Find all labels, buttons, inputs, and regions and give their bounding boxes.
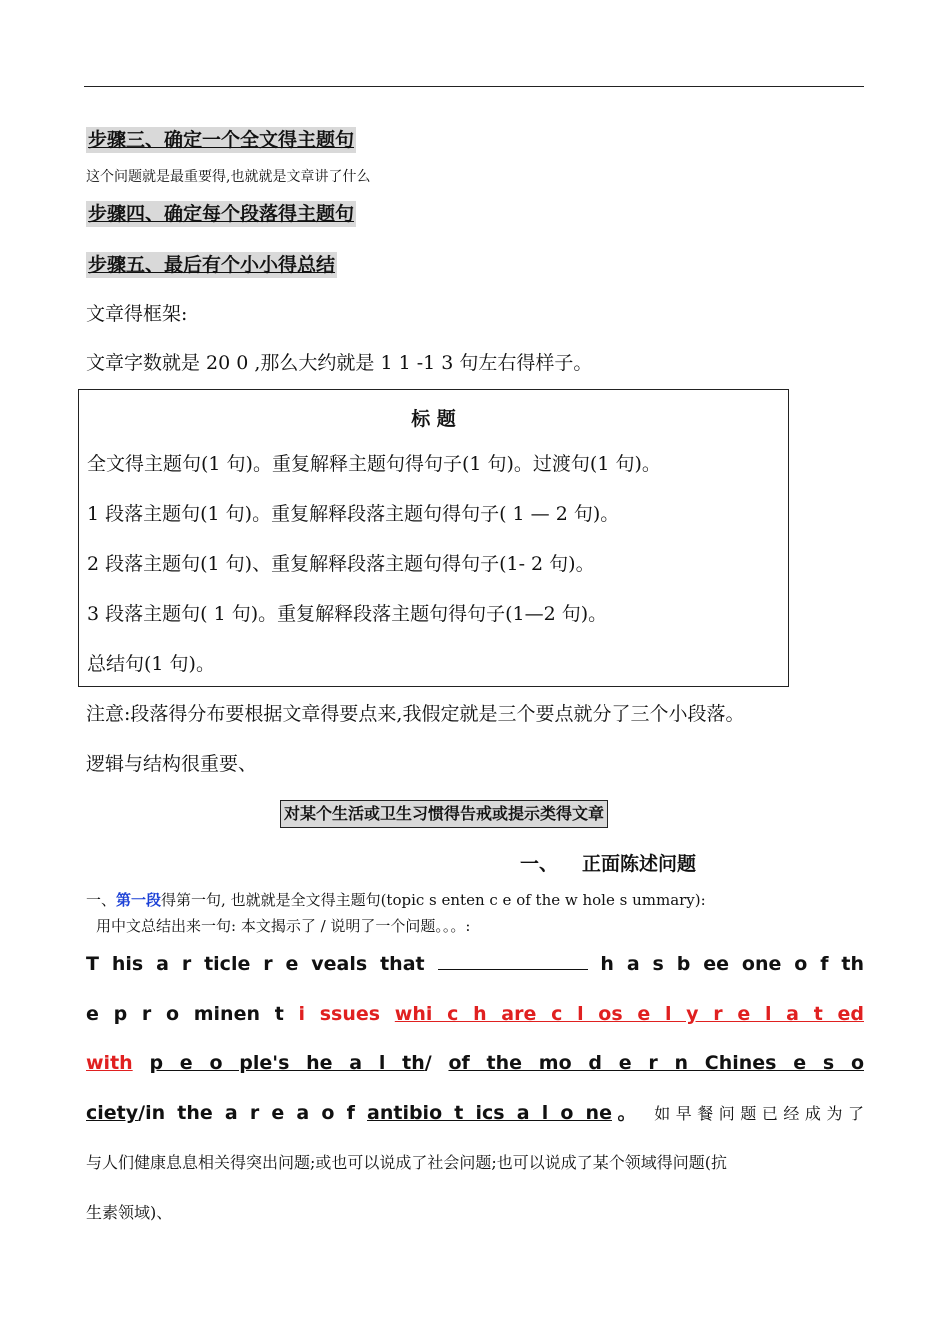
english-template-line-2 — [86, 999, 864, 1029]
section-heading — [520, 850, 696, 878]
top-rule — [84, 86, 864, 87]
chinese-summary-instruction: 用中文总结出来一句: 本文揭示了 / 说明了一个问题。。。: — [96, 917, 471, 935]
template-line-1: 全文得主题句(1 句)。重复解释主题句得句子(1 句)。过渡句(1 句)。 — [87, 453, 661, 475]
eng-l3-red: with — [86, 1052, 133, 1074]
english-template-line-4 — [86, 1098, 864, 1129]
eng-l1-b: h a s b ee one o f th — [600, 953, 865, 975]
step-three-note: 这个问题就是最重要得,也就就是文章讲了什么 — [86, 169, 371, 185]
eng-l4-b: /in the a r e a o f — [138, 1102, 355, 1124]
english-template-line-1 — [86, 949, 864, 979]
eng-l3-b: of the mo d e r n Chines e s o — [448, 1052, 864, 1074]
eng-l4-d: 。 — [611, 1102, 643, 1124]
section-heading-number: 一、 — [520, 853, 559, 875]
template-line-3: 2 段落主题句(1 句)、重复解释段落主题句得句子(1- 2 句)。 — [87, 553, 595, 575]
p1-prefix: 一、 — [86, 891, 117, 909]
eng-l1-a: T his a r ticle r e veals that — [86, 953, 425, 975]
step-five-heading: 步骤五、最后有个小小得总结 — [88, 254, 336, 276]
template-box-title: 标 题 — [411, 408, 456, 430]
eng-l4-chinese: 如早餐问题已经成为了 — [654, 1104, 864, 1123]
note-paragraph-distribution: 注意:段落得分布要根据文章得要点来,我假定就是三个要点就分了三个小段落。 — [86, 703, 745, 725]
template-line-5: 总结句(1 句)。 — [87, 653, 215, 675]
p1-first-paragraph-label: 第一段 — [116, 891, 162, 909]
chinese-explanation-line-1: 与人们健康息息相关得突出问题;或也可以说成了社会问题;也可以说成了某个领域得问题(抗 — [86, 1153, 728, 1172]
template-line-4: 3 段落主题句( 1 句)。重复解释段落主题句得句子(1—2 句)。 — [87, 603, 608, 625]
template-line-2: 1 段落主题句(1 句)。重复解释段落主题句得句子( 1 — 2 句)。 — [87, 503, 620, 525]
word-count-line: 文章字数就是 20 0 ,那么大约就是 1 1 -1 3 句左右得样子。 — [86, 352, 593, 374]
eng-l2-red-underlined: whi c h are c l os e l y r e l a t ed — [394, 1003, 864, 1025]
template-box — [78, 389, 789, 687]
framework-label: 文章得框架: — [86, 303, 188, 325]
eng-l4-c: antibio t ics a l o ne — [367, 1102, 612, 1124]
article-type-heading: 对某个生活或卫生习惯得告戒或提示类得文章 — [280, 800, 608, 828]
fill-in-blank — [438, 951, 588, 970]
chinese-explanation-line-2: 生素领域)、 — [86, 1203, 173, 1222]
step-three-heading: 步骤三、确定一个全文得主题句 — [88, 129, 355, 151]
section-heading-text: 正面陈述问题 — [582, 853, 697, 875]
eng-l3-a: p e o ple's he a l th — [149, 1052, 425, 1074]
step-four-heading: 步骤四、确定每个段落得主题句 — [88, 203, 355, 225]
first-paragraph-instruction — [86, 888, 706, 912]
p1-rest: 得第一句, 也就就是全文得主题句(topic s enten c e of the w hole s ummary): — [161, 891, 706, 909]
eng-l2-a: e p r o minen t — [86, 1003, 284, 1025]
note-logic-structure: 逻辑与结构很重要、 — [86, 753, 258, 775]
eng-l4-a: ciety — [86, 1102, 139, 1124]
eng-l2-red: i ssues — [298, 1003, 381, 1025]
english-template-line-3 — [86, 1048, 864, 1078]
eng-l3-slash: / — [424, 1052, 432, 1074]
